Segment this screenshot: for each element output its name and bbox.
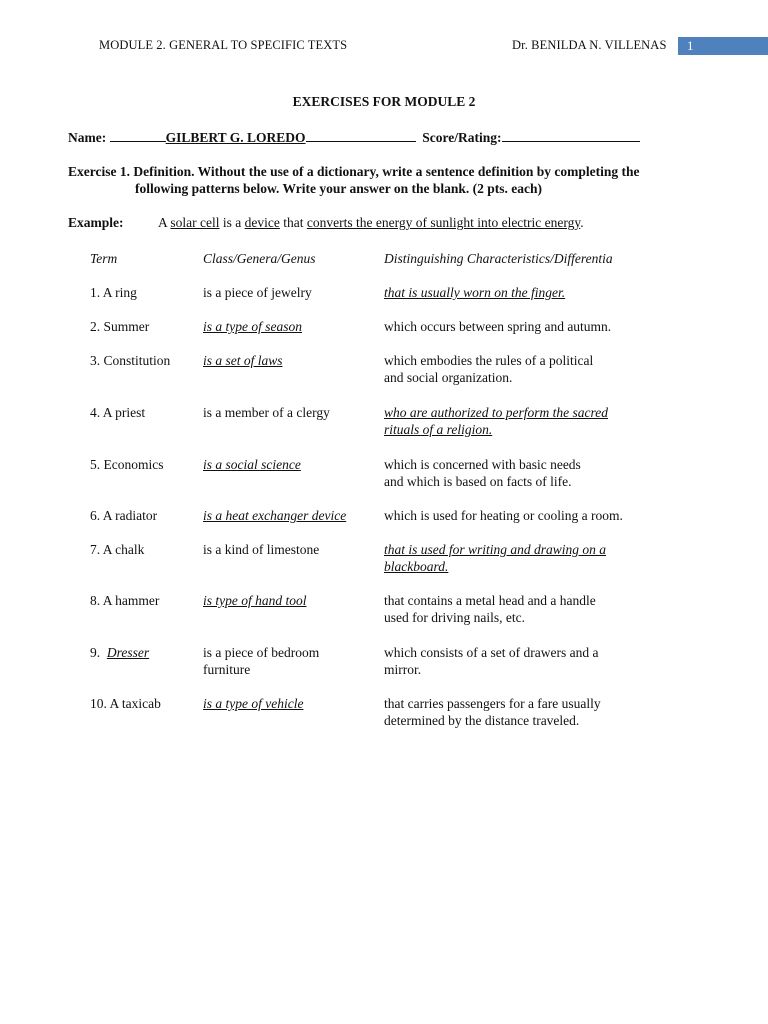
example-is-a: is a bbox=[219, 215, 245, 230]
row-8-answer: is type of hand tool bbox=[203, 593, 307, 608]
example-class: device bbox=[244, 215, 280, 230]
page-title: EXERCISES FOR MODULE 2 bbox=[292, 94, 476, 109]
example-that: that bbox=[279, 215, 307, 230]
instructions-line-1: Exercise 1. Definition. Without the use of a dictionary, write a sentence definition by completing the bbox=[68, 164, 640, 179]
row-8-term: 8. A hammer bbox=[90, 593, 160, 608]
row-4-class: is a member of a clergy bbox=[203, 405, 330, 420]
row-10-term: 10. A taxicab bbox=[90, 696, 161, 711]
row-4-term: 4. A priest bbox=[90, 405, 146, 420]
header-module-title: MODULE 2. GENERAL TO SPECIFIC TEXTS bbox=[99, 38, 348, 52]
row-5-term: 5. Economics bbox=[90, 457, 164, 472]
row-7-term: 7. A chalk bbox=[90, 542, 145, 557]
header-author: Dr. BENILDA N. VILLENAS bbox=[512, 38, 667, 52]
column-header-class: Class/Genera/Genus bbox=[203, 251, 316, 266]
row-2-differentia: which occurs between spring and autumn. bbox=[384, 319, 612, 334]
row-2-answer: is a type of season bbox=[203, 319, 302, 334]
row-9-differentia: which consists of a set of drawers and a mirror. bbox=[384, 645, 599, 677]
exercise-instructions bbox=[68, 163, 718, 197]
name-line bbox=[68, 129, 640, 146]
row-9-number: 9. bbox=[90, 645, 107, 660]
row-3-answer: is a set of laws bbox=[203, 353, 283, 368]
row-7-class: is a kind of limestone bbox=[203, 542, 320, 557]
name-blank-post bbox=[306, 129, 416, 142]
example-differentia: converts the energy of sunlight into electric energy bbox=[306, 215, 581, 230]
row-9-answer: Dresser bbox=[106, 645, 150, 660]
row-9-term bbox=[90, 644, 200, 661]
row-7-answer: that is used for writing and drawing on a blackboard. bbox=[384, 542, 607, 574]
row-5-answer: is a social science bbox=[203, 457, 301, 472]
row-1-class: is a piece of jewelry bbox=[203, 285, 312, 300]
example-period: . bbox=[580, 215, 584, 230]
row-3-differentia: which embodies the rules of a political and social organization. bbox=[384, 353, 594, 385]
row-1-answer: that is usually worn on the finger. bbox=[384, 285, 566, 300]
row-9-class: is a piece of bedroom furniture bbox=[203, 645, 320, 677]
row-6-answer: is a heat exchanger device bbox=[203, 508, 347, 523]
row-3-term: 3. Constitution bbox=[90, 353, 171, 368]
page-number-box bbox=[678, 37, 768, 55]
score-label: Score/Rating: bbox=[422, 130, 502, 145]
column-header-term: Term bbox=[90, 251, 118, 266]
name-label: Name: bbox=[68, 130, 110, 145]
example-term: solar cell bbox=[170, 215, 220, 230]
row-1-term: 1. A ring bbox=[90, 285, 137, 300]
row-5-differentia: which is concerned with basic needs and which is based on facts of life. bbox=[384, 457, 581, 489]
row-10-answer: is a type of vehicle bbox=[203, 696, 304, 711]
row-6-term: 6. A radiator bbox=[90, 508, 158, 523]
example-label: Example: bbox=[68, 215, 124, 230]
score-blank bbox=[502, 129, 640, 142]
example-sentence bbox=[68, 215, 584, 231]
name-blank-pre bbox=[110, 129, 166, 142]
row-8-differentia: that contains a metal head and a handle used for driving nails, etc. bbox=[384, 593, 596, 625]
column-header-differentia: Distinguishing Characteristics/Differentia bbox=[384, 251, 613, 266]
row-2-term: 2. Summer bbox=[90, 319, 150, 334]
row-6-differentia: which is used for heating or cooling a room. bbox=[384, 508, 623, 523]
row-10-differentia: that carries passengers for a fare usually determined by the distance traveled. bbox=[384, 696, 601, 728]
example-a: A bbox=[158, 215, 171, 230]
row-4-answer: who are authorized to perform the sacred rituals of a religion. bbox=[384, 405, 608, 437]
student-name: GILBERT G. LOREDO bbox=[165, 130, 306, 145]
page-number: 1 bbox=[687, 38, 694, 53]
instructions-line-2: following patterns below. Write your answer on the blank. (2 pts. each) bbox=[135, 181, 543, 196]
